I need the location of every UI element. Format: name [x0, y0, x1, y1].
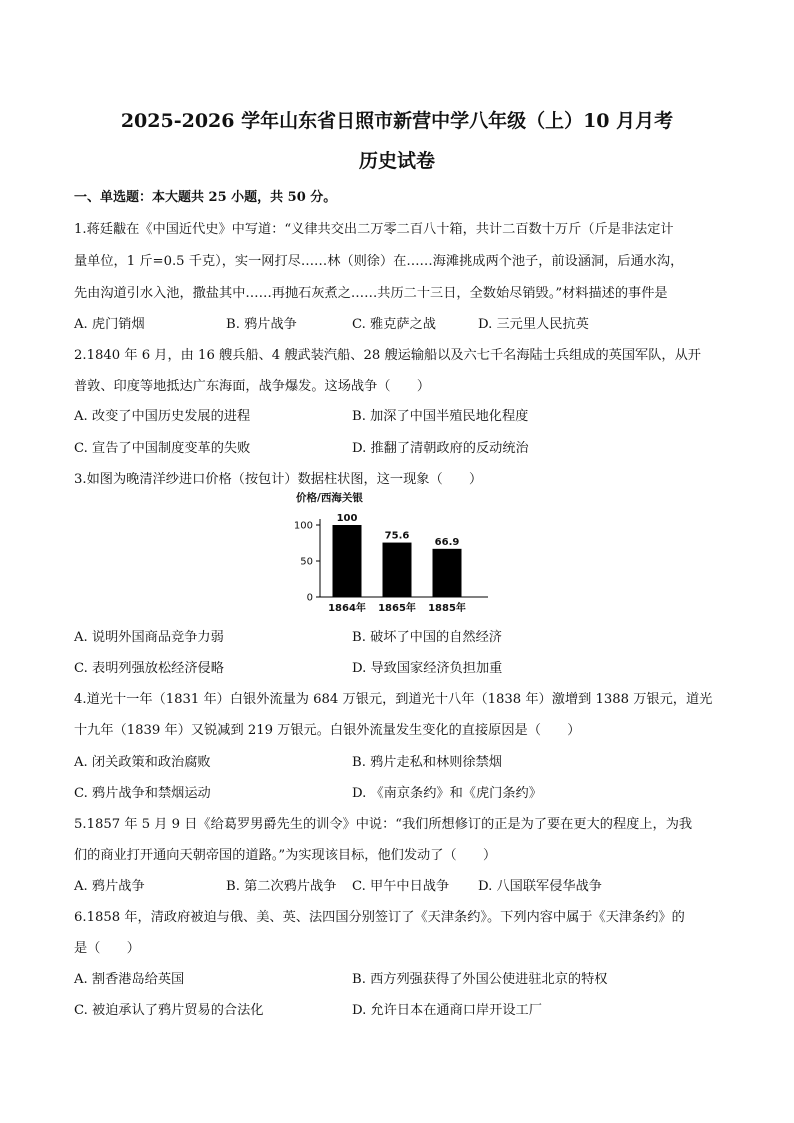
- question-3-line-1: 3.如图为晚清洋纱进口价格（按包计）数据柱状图，这一现象（ ）: [74, 472, 483, 487]
- y-tick-label: 100: [293, 520, 313, 532]
- question-5-option-a[interactable]: A. 鸦片战争: [74, 879, 145, 894]
- question-2-line-2: 普敦、印度等地抵达广东海面，战争爆发。这场战争（ ）: [74, 379, 431, 394]
- x-tick-label: 1864年: [328, 603, 366, 614]
- question-1-option-a[interactable]: A. 虎门销烟: [74, 317, 145, 332]
- bar-1885年: [433, 549, 462, 597]
- question-5-option-b[interactable]: B. 第二次鸦片战争: [226, 879, 337, 894]
- question-2-option-b[interactable]: B. 加深了中国半殖民地化程度: [352, 409, 529, 424]
- question-3-option-c[interactable]: C. 表明列强放松经济侵略: [74, 661, 224, 676]
- question-1-line-3: 先由沟道引水入池，撒盐其中……再抛石灰煮之……共历二十三日，全数始尽销毁。”材料描述的事件是: [74, 286, 668, 301]
- question-6-line-2: 是（ ）: [74, 941, 140, 956]
- question-5-option-c[interactable]: C. 甲午中日战争: [352, 879, 450, 894]
- price-bar-chart: [280, 488, 500, 618]
- bar-1864年: [333, 525, 362, 597]
- exam-title: 2025-2026 学年山东省日照市新营中学八年级（上）10 月月考: [120, 110, 674, 132]
- question-5-line-1: 5.1857 年 5 月 9 日《给葛罗男爵先生的训令》中说：“我们所想修订的正是为了要在更大的程度上，为我: [74, 817, 693, 832]
- question-2-option-d[interactable]: D. 推翻了清朝政府的反动统治: [352, 441, 529, 456]
- question-2-option-a[interactable]: A. 改变了中国历史发展的进程: [74, 409, 251, 424]
- question-1-option-b[interactable]: B. 鸦片战争: [226, 317, 297, 332]
- question-4-line-2: 十九年（1839 年）又锐减到 219 万银元。白银外流量发生变化的直接原因是（ ）: [74, 723, 581, 738]
- question-3-option-a[interactable]: A. 说明外国商品竞争力弱: [74, 630, 224, 645]
- section-heading: 一、单选题：本大题共 25 小题，共 50 分。: [74, 190, 337, 205]
- question-6-option-b[interactable]: B. 西方列强获得了外国公使进驻北京的特权: [352, 972, 608, 987]
- question-3-option-b[interactable]: B. 破坏了中国的自然经济: [352, 630, 502, 645]
- question-1-line-2: 量单位，1 斤=0.5 千克），实一网打尽……林（则徐）在……海滩挑成两个池子，前设涵洞，后通水沟，: [74, 254, 684, 269]
- question-4-option-b[interactable]: B. 鸦片走私和林则徐禁烟: [352, 755, 502, 770]
- question-5-option-d[interactable]: D. 八国联军侵华战争: [478, 879, 602, 894]
- y-tick-label: 0: [306, 592, 313, 604]
- data-label: 66.9: [434, 536, 460, 548]
- question-3-option-d[interactable]: D. 导致国家经济负担加重: [352, 661, 503, 676]
- question-4-option-a[interactable]: A. 闭关政策和政治腐败: [74, 755, 211, 770]
- y-tick-label: 50: [300, 556, 313, 568]
- question-4-option-d[interactable]: D. 《南京条约》和《虎门条约》: [352, 786, 542, 801]
- x-tick-label: 1885年: [428, 603, 466, 614]
- data-label: 100: [336, 513, 358, 524]
- question-2-option-c[interactable]: C. 宣告了中国制度变革的失败: [74, 441, 251, 456]
- bar-1865年: [383, 543, 412, 597]
- question-1-option-c[interactable]: C. 雅克萨之战: [352, 317, 436, 332]
- chart-title: 价格/西海关银: [296, 492, 363, 504]
- question-2-line-1: 2.1840 年 6 月，由 16 艘兵船、4 艘武装汽船、28 艘运输船以及六七千名海陆士兵组成的英国军队，从开: [74, 348, 701, 363]
- question-4-line-1: 4.道光十一年（1831 年）白银外流量为 684 万银元，到道光十八年（1838 年）激增到 1388 万银元，道光: [74, 692, 713, 707]
- question-6-option-c[interactable]: C. 被迫承认了鸦片贸易的合法化: [74, 1003, 264, 1018]
- question-6-option-a[interactable]: A. 割香港岛给英国: [74, 972, 185, 987]
- x-tick-label: 1865年: [378, 603, 416, 614]
- question-6-line-1: 6.1858 年，清政府被迫与俄、美、英、法四国分别签订了《天津条约》。下列内容中属于《天津条约》的: [74, 910, 685, 925]
- data-label: 75.6: [384, 530, 410, 542]
- exam-subtitle: 历史试卷: [358, 150, 435, 172]
- question-6-option-d[interactable]: D. 允许日本在通商口岸开设工厂: [352, 1003, 542, 1018]
- question-1-line-1: 1.蒋廷黻在《中国近代史》中写道：“义律共交出二万零二百八十箱，共计二百数十万斤（斤是非法定计: [74, 222, 674, 237]
- question-1-option-d[interactable]: D. 三元里人民抗英: [478, 317, 589, 332]
- question-5-line-2: 们的商业打开通向天朝帝国的道路。”为实现该目标，他们发动了（ ）: [74, 848, 497, 863]
- question-4-option-c[interactable]: C. 鸦片战争和禁烟运动: [74, 786, 211, 801]
